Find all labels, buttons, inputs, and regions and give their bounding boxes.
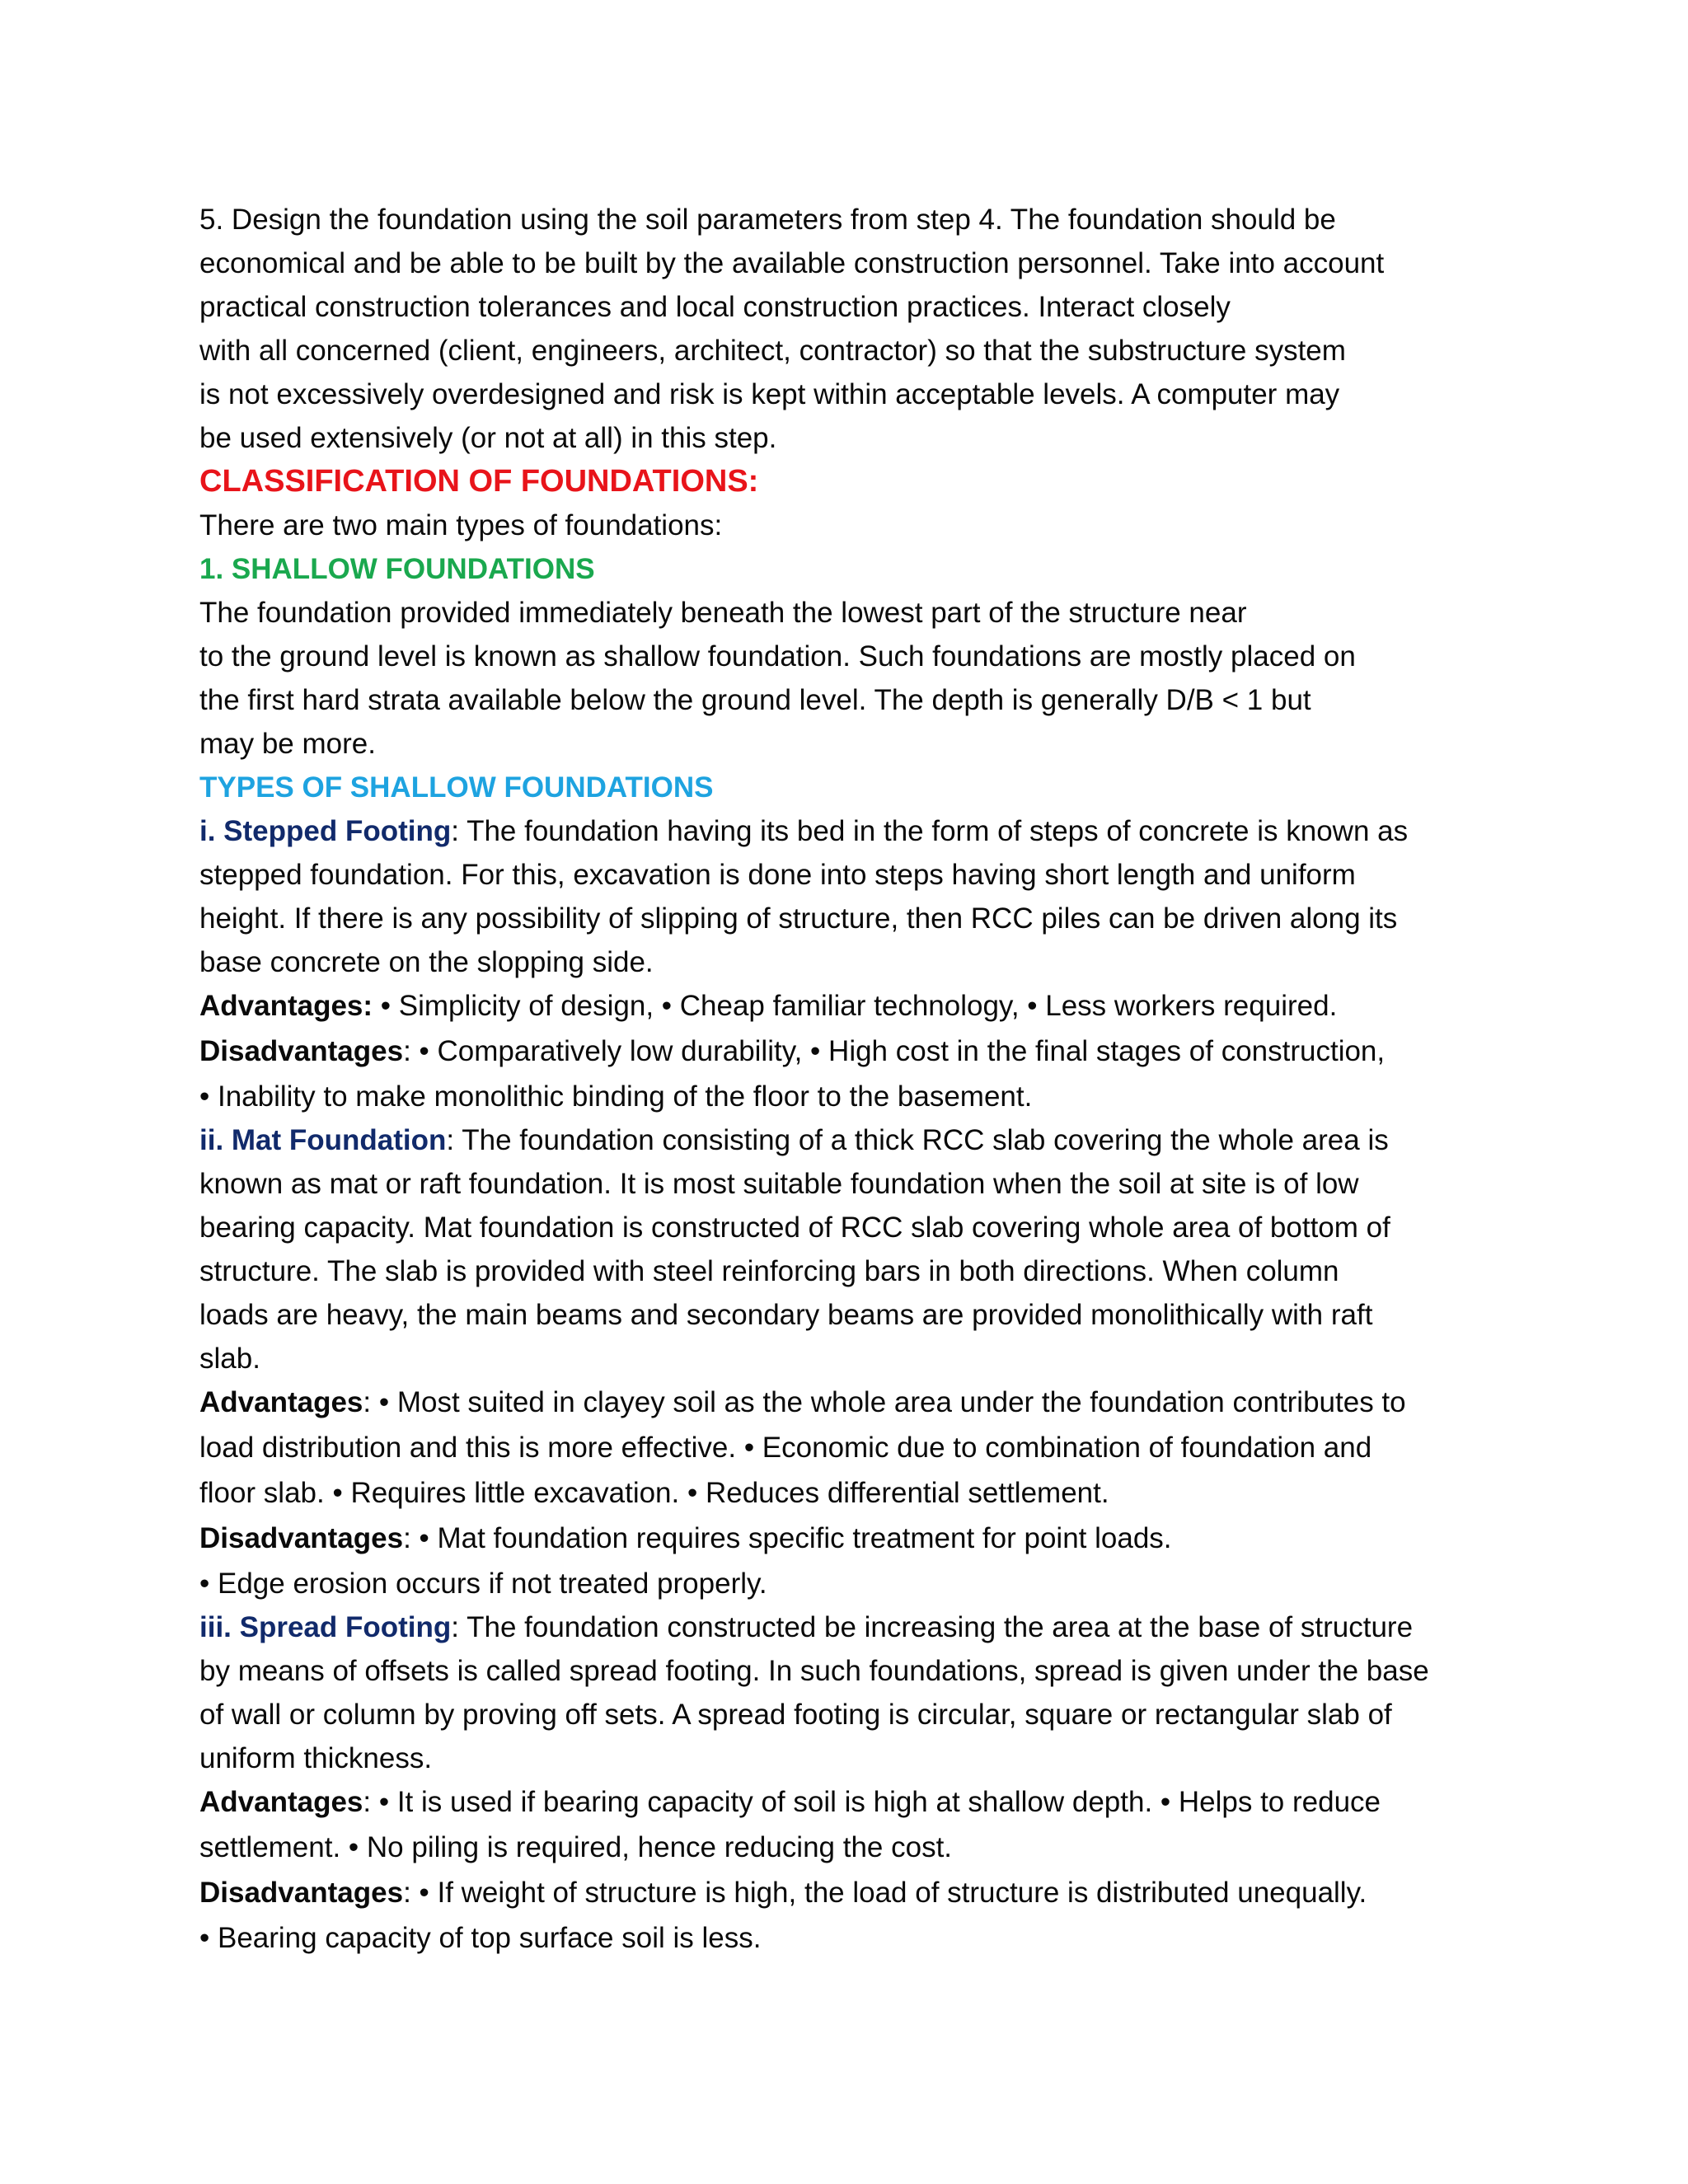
mat-foundation-section	[199, 1118, 1510, 1605]
stepped-footing-text: : The foundation having its bed in the form of steps of concrete is known as	[451, 815, 1409, 847]
disadvantages-continuation: • Bearing capacity of top surface soil is less.	[199, 1922, 762, 1954]
advantages-text: : • Most suited in clayey soil as the whole area under the foundation contributes to	[363, 1386, 1406, 1418]
advantages-continuation: load distribution and this is more effective. • Economic due to combination of foundation and	[199, 1432, 1372, 1464]
paragraph-line: 5. Design the foundation using the soil parameters from step 4. The foundation should be	[199, 204, 1336, 236]
paragraph-line: height. If there is any possibility of slipping of structure, then RCC piles can be driven along its	[199, 902, 1398, 935]
shallow-foundations-heading: 1. SHALLOW FOUNDATIONS	[199, 553, 595, 585]
spread-footing-text: : The foundation constructed be increasing the area at the base of structure	[451, 1611, 1414, 1643]
paragraph-line: practical construction tolerances and local construction practices. Interact closely	[199, 291, 1231, 323]
paragraph-line: be used extensively (or not at all) in this step.	[199, 422, 777, 454]
paragraph-line: stepped foundation. For this, excavation is done into steps having short length and uniform	[199, 859, 1356, 891]
disadvantages-label: Disadvantages	[199, 1522, 404, 1554]
paragraph-line	[199, 1118, 1510, 1162]
advantages-line	[199, 984, 1510, 1029]
paragraph-line	[199, 809, 1510, 853]
advantages-line	[199, 1780, 1510, 1825]
paragraph-line: slab.	[199, 1343, 260, 1375]
advantages-label: Advantages	[199, 1386, 363, 1418]
paragraph-line: to the ground level is known as shallow foundation. Such foundations are mostly placed on	[199, 640, 1356, 673]
advantages-text: : • It is used if bearing capacity of soil is high at shallow depth. • Helps to reduce	[363, 1786, 1381, 1818]
disadvantages-line	[199, 1871, 1510, 1916]
paragraph-line: loads are heavy, the main beams and secondary beams are provided monolithically with raft	[199, 1299, 1373, 1331]
document-body	[199, 198, 1510, 1960]
disadvantages-continuation: • Edge erosion occurs if not treated properly.	[199, 1568, 767, 1600]
disadvantages-label: Disadvantages	[199, 1035, 404, 1067]
paragraph-line: bearing capacity. Mat foundation is constructed of RCC slab covering whole area of bottom of	[199, 1212, 1390, 1244]
paragraph-line: base concrete on the slopping side.	[199, 946, 654, 978]
paragraph-line: may be more.	[199, 728, 376, 760]
paragraph-line: economical and be able to be built by the available construction personnel. Take into account	[199, 247, 1385, 279]
paragraph-line: of wall or column by proving off sets. A spread footing is circular, square or rectangular slab of	[199, 1699, 1392, 1731]
disadvantages-text: : • If weight of structure is high, the load of structure is distributed unequally.	[403, 1877, 1367, 1909]
paragraph-line: known as mat or raft foundation. It is most suitable foundation when the soil at site is of low	[199, 1168, 1359, 1200]
classification-heading: CLASSIFICATION OF FOUNDATIONS:	[199, 464, 759, 499]
advantages-line	[199, 1380, 1510, 1426]
stepped-footing-term: i. Stepped Footing	[199, 815, 452, 847]
types-of-shallow-foundations-heading: TYPES OF SHALLOW FOUNDATIONS	[199, 771, 714, 804]
paragraph-line: by means of offsets is called spread footing. In such foundations, spread is given under the base	[199, 1655, 1429, 1687]
advantages-text: • Simplicity of design, • Cheap familiar technology, • Less workers required.	[373, 990, 1338, 1022]
paragraph-line	[199, 1605, 1510, 1649]
disadvantages-text: : • Comparatively low durability, • High cost in the final stages of construction,	[403, 1035, 1386, 1067]
advantages-continuation: floor slab. • Requires little excavation. • Reduces differential settlement.	[199, 1477, 1109, 1509]
mat-foundation-text: : The foundation consisting of a thick RCC slab covering the whole area is	[446, 1124, 1389, 1156]
classification-intro: There are two main types of foundations:	[199, 509, 723, 541]
paragraph-line: The foundation provided immediately beneath the lowest part of the structure near	[199, 597, 1247, 629]
advantages-continuation: settlement. • No piling is required, hence reducing the cost.	[199, 1831, 953, 1863]
stepped-footing-section	[199, 809, 1510, 1118]
paragraph-line: is not excessively overdesigned and risk is kept within acceptable levels. A computer may	[199, 378, 1340, 410]
advantages-label: Advantages	[199, 1786, 363, 1818]
mat-foundation-term: ii. Mat Foundation	[199, 1124, 447, 1156]
spread-footing-section	[199, 1605, 1510, 1960]
disadvantages-label: Disadvantages	[199, 1877, 404, 1909]
advantages-label: Advantages:	[199, 990, 373, 1022]
disadvantages-line	[199, 1029, 1510, 1075]
disadvantages-line	[199, 1516, 1510, 1562]
spread-footing-term: iii. Spread Footing	[199, 1611, 452, 1643]
paragraph-line: structure. The slab is provided with steel reinforcing bars in both directions. When column	[199, 1255, 1339, 1287]
shallow-foundations-paragraph	[199, 591, 1510, 766]
paragraph-line: the first hard strata available below the ground level. The depth is generally D/B < 1 but	[199, 684, 1311, 716]
paragraph-line: uniform thickness.	[199, 1742, 433, 1774]
disadvantages-text: : • Mat foundation requires specific treatment for point loads.	[403, 1522, 1172, 1554]
step5-paragraph	[199, 198, 1510, 460]
disadvantages-continuation: • Inability to make monolithic binding of the floor to the basement.	[199, 1080, 1033, 1113]
paragraph-line: with all concerned (client, engineers, architect, contractor) so that the substructure system	[199, 335, 1346, 367]
